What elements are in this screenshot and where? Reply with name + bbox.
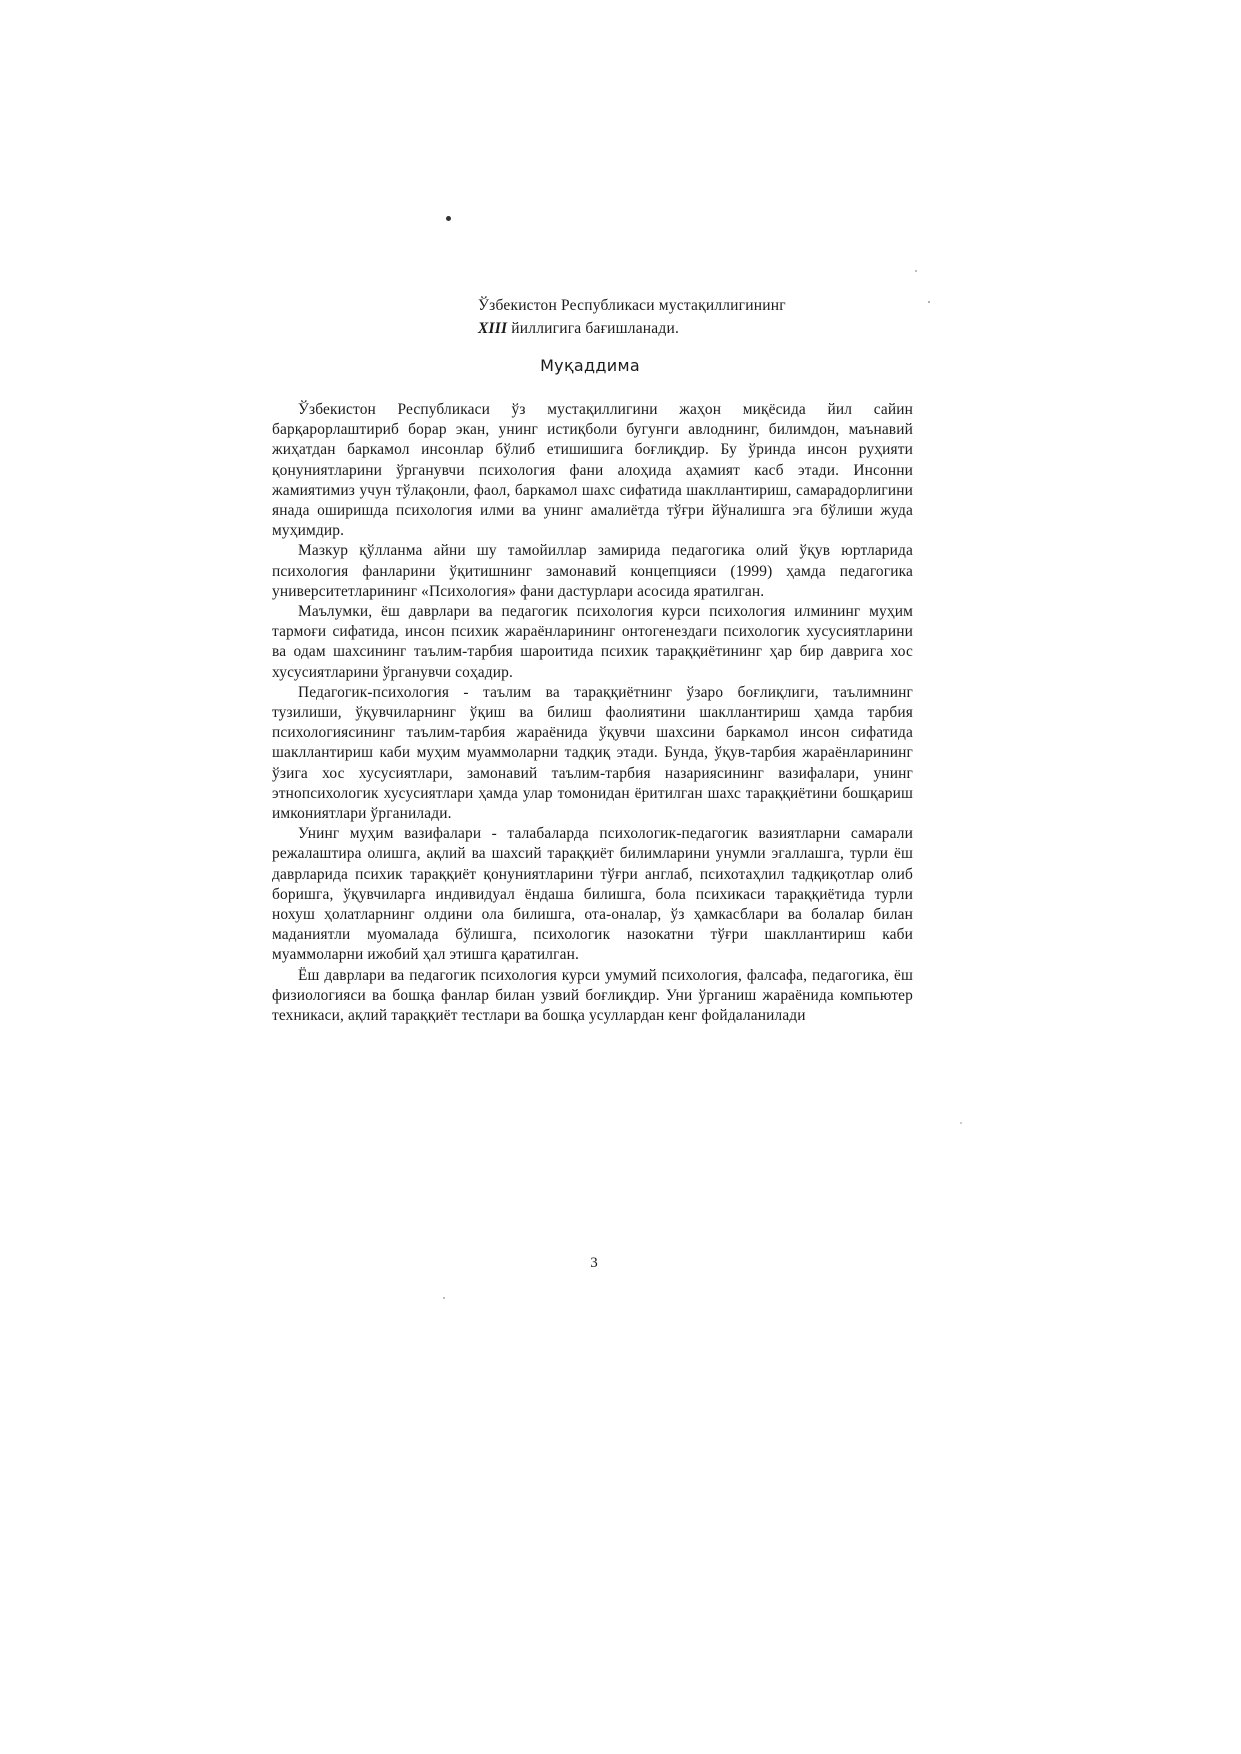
dedication-line-2-text: йиллигига бағишланади. xyxy=(507,320,680,337)
paragraph: Ўзбекистон Республикаси ўз мустақиллигини жаҳон миқёсида йил сайин барқарорлаштириб борар экан, унинг истиқболи бугунги авлоднинг, билимдон, маънавий жиҳатдан баркамол инсонлар бўлиб етишишига боғлиқдир. Бу ўринда инсон руҳияти қонуниятларини ўрганувчи психология фани алоҳида аҳамият касб этади. Инсонни жамиятимиз учун тўлақонли, фаол, баркамол шахс сифатида шакллантириш, самарадорлигини янада оширишда психология илми ва унинг амалиётда тўғри йўналишга эга бўлиши жуда муҳимдир. xyxy=(272,401,913,540)
ink-speck xyxy=(446,216,451,221)
body-text xyxy=(272,400,913,1026)
paragraph: Унинг муҳим вазифалари - талабаларда психологик-педагогик вазиятларни самарали режалаштира олишга, ақлий ва шахсий тараққиёт билимларини унумли эгаллашга, турли ёш даврларида психик тараққиёт қонуниятларини тўғри англаб, психотаҳлил тадқиқотлар олиб боришга, ўқувчиларга индивидуал ёндаша билишга, бола психикаси тараққиётида турли нохуш ҳолатларнинг олдини ола билишга, ота-оналар, ўз ҳамкасблари ва болалар билан маданиятли муомалада бўлишга, психологик назокатни тўғри шакллантириш каби муаммоларни ижобий ҳал этишга қаратилган. xyxy=(272,825,913,964)
section-title: Муқаддима xyxy=(540,356,640,375)
dedication-line-2 xyxy=(478,317,908,340)
ink-speck xyxy=(960,1122,962,1124)
paragraph: Ёш даврлари ва педагогик психология курси умумий психология, фалсафа, педагогика, ёш физиологияси ва бошқа фанлар билан узвий боғлиқдир. Уни ўрганиш жараёнида компьютер техникаси, ақлий тараққиёт тестлари ва бошқа усуллардан кенг фойдаланилади xyxy=(272,966,913,1025)
ink-speck xyxy=(915,270,917,272)
dedication-line-1: Ўзбекистон Республикаси мустақиллигининг xyxy=(478,297,786,314)
page-number: 3 xyxy=(590,1255,598,1271)
dedication-roman-numeral: XIII xyxy=(478,320,508,337)
paragraph: Мазкур қўлланма айни шу тамойиллар замирида педагогика олий ўқув юртларида психология фанларини ўқитишнинг замонавий концепцияси (1999) ҳамда педагогика университетларининг «Психология» фани дастурлари асосида яратилган. xyxy=(272,542,913,600)
paragraph: Педагогик-психология - таълим ва тараққиётнинг ўзаро боғлиқлиги, таълимнинг тузилиши, ўқувчиларнинг ўқиш ва билиш фаолиятини шакллантириш ҳамда тарбия психологиясининг таълим-тарбия жараёнида ўқувчи шахсини баркамол инсон сифатида шакллантириш каби муҳим муаммоларни тадқиқ этади. Бунда, ўқув-тарбия жараёнларининг ўзига хос хусусиятлари, замонавий таълим-тарбия назариясининг вазифалари, унинг этнопсихологик хусусиятлари ҳамда улар томонидан ёритилган шахс тараққиётини бошқариш имкониятлари ўрганилади. xyxy=(272,683,913,823)
ink-speck xyxy=(928,301,930,303)
paragraph: Маълумки, ёш даврлари ва педагогик психология курси психология илмининг муҳим тармоғи сифатида, инсон психик жараёнларининг онтогенездаги психологик хусусиятларини ва одам шахсининг таълим-тарбия шароитида психик тараққиётининг ҳар бир даврига хос хусусиятларини ўрганувчи соҳадир. xyxy=(272,603,913,681)
ink-speck xyxy=(443,1297,445,1299)
dedication xyxy=(478,294,908,340)
